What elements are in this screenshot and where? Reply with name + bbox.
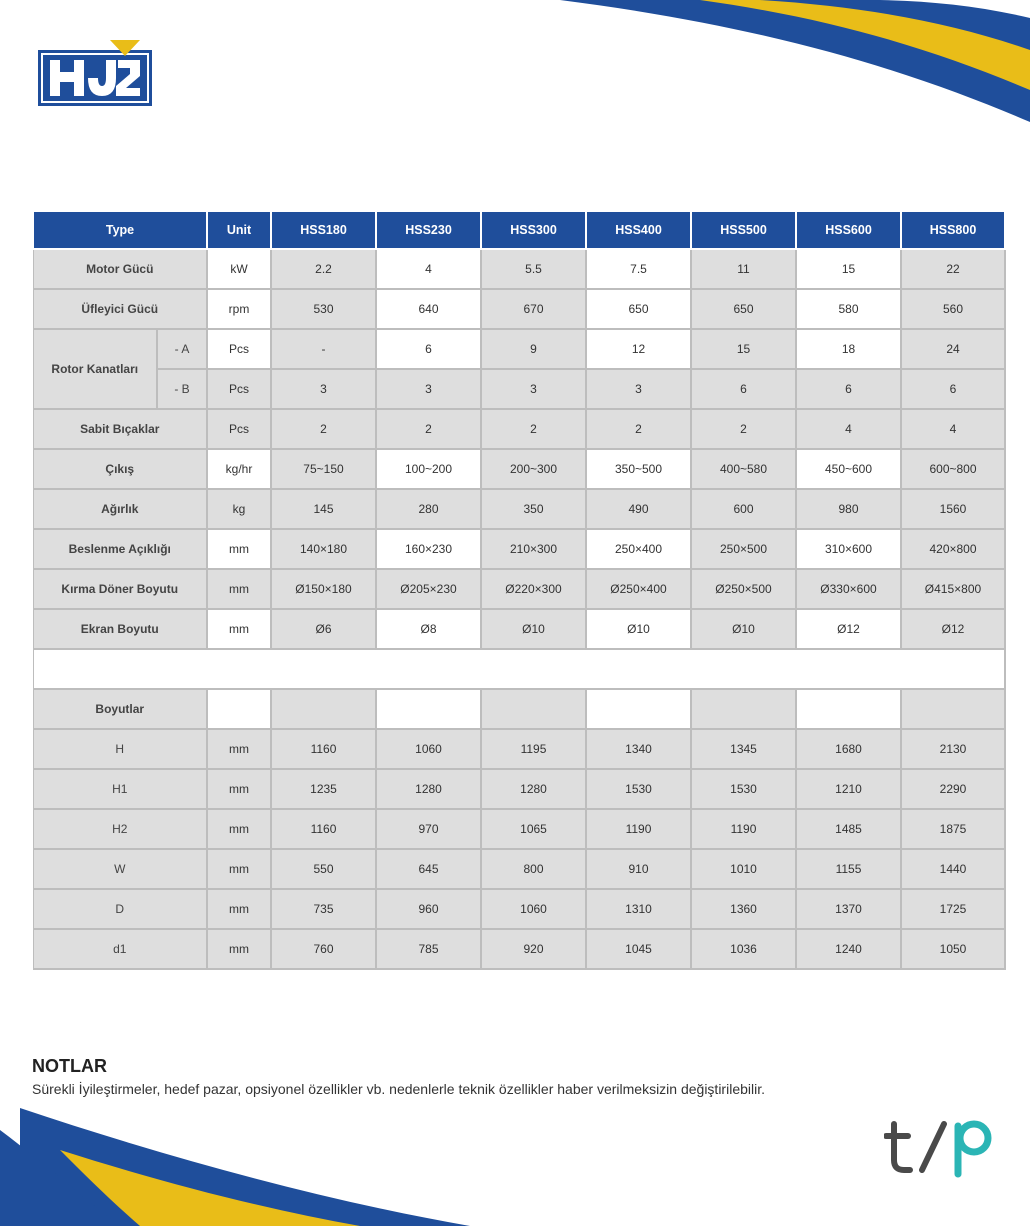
cell-value: 1875 [901,809,1005,849]
cell-value: 1485 [796,809,901,849]
cell-value: 200~300 [481,449,586,489]
row-label-screen-size: Ekran Boyutu [33,609,207,649]
cell-value: 4 [376,249,481,289]
cell-value: 600 [691,489,796,529]
cell-value: Ø250×500 [691,569,796,609]
row-label-dim: H2 [33,809,207,849]
row-label-fixed-blades: Sabit Bıçaklar [33,409,207,449]
cell-value: 550 [271,849,376,889]
row-label-dim: d1 [33,929,207,969]
cell-value: 560 [901,289,1005,329]
cell-unit: kg [207,489,271,529]
header-row [33,211,1005,249]
table-row [33,249,1005,289]
cell-value: 4 [901,409,1005,449]
cell-value: 11 [691,249,796,289]
cell-unit: mm [207,889,271,929]
cell-value: Ø12 [901,609,1005,649]
table-row [33,809,1005,849]
cell-unit: mm [207,729,271,769]
row-label-rotor-size: Kırma Döner Boyutu [33,569,207,609]
cell-value: Ø10 [481,609,586,649]
cell-value: 600~800 [901,449,1005,489]
cell-value: 640 [376,289,481,329]
cell-unit: mm [207,849,271,889]
row-sublabel-rotor-b: - B [157,369,207,409]
cell-value: 4 [796,409,901,449]
cell-value [691,689,796,729]
cell-unit: kW [207,249,271,289]
cell-value: 1310 [586,889,691,929]
cell-unit: mm [207,929,271,969]
cell-value: 1036 [691,929,796,969]
cell-value: 15 [691,329,796,369]
cell-value: 1280 [481,769,586,809]
table-row [33,729,1005,769]
cell-value: 1045 [586,929,691,969]
row-sublabel-rotor-a: - A [157,329,207,369]
table-row [33,409,1005,449]
cell-unit [207,689,271,729]
cell-value: 785 [376,929,481,969]
cell-value: 1725 [901,889,1005,929]
row-label-weight: Ağırlık [33,489,207,529]
cell-unit: mm [207,769,271,809]
row-label-feed-opening: Beslenme Açıklığı [33,529,207,569]
cell-value: 450~600 [796,449,901,489]
table-row [33,929,1005,969]
table-row [33,889,1005,929]
row-label-dim: H [33,729,207,769]
cell-value: 735 [271,889,376,929]
cell-value: Ø10 [691,609,796,649]
cell-value: 6 [901,369,1005,409]
cell-value: 280 [376,489,481,529]
cell-value: 1560 [901,489,1005,529]
cell-value: 1340 [586,729,691,769]
header-model: HSS300 [481,211,586,249]
cell-value: 1065 [481,809,586,849]
cell-value [376,689,481,729]
cell-value: 2290 [901,769,1005,809]
cell-unit: mm [207,809,271,849]
cell-value: 970 [376,809,481,849]
cell-value: 1010 [691,849,796,889]
cell-unit: mm [207,569,271,609]
cell-value: 1195 [481,729,586,769]
row-label-motor: Motor Gücü [33,249,207,289]
table-row [33,289,1005,329]
row-label-dim: H1 [33,769,207,809]
cell-unit: mm [207,529,271,569]
cell-value: 9 [481,329,586,369]
row-label-dimensions: Boyutlar [33,689,207,729]
header-model: HSS400 [586,211,691,249]
cell-value: Ø150×180 [271,569,376,609]
header-type: Type [33,211,207,249]
cell-value [271,689,376,729]
cell-value: 1240 [796,929,901,969]
cell-value: 1530 [691,769,796,809]
cell-value: 645 [376,849,481,889]
cell-value: 910 [586,849,691,889]
cell-value: 2 [376,409,481,449]
cell-unit: Pcs [207,409,271,449]
cell-value: 760 [271,929,376,969]
cell-value: 400~580 [691,449,796,489]
cell-value: 1370 [796,889,901,929]
cell-unit: Pcs [207,329,271,369]
row-label-rotor: Rotor Kanatları [33,329,157,409]
cell-value: 3 [271,369,376,409]
cell-value [901,689,1005,729]
cell-value: 3 [376,369,481,409]
cell-value: 6 [796,369,901,409]
cell-value: Ø10 [586,609,691,649]
cell-value: 2 [586,409,691,449]
cell-value: 1360 [691,889,796,929]
cell-value: 100~200 [376,449,481,489]
cell-value: Ø220×300 [481,569,586,609]
cell-value: 350 [481,489,586,529]
cell-value: 140×180 [271,529,376,569]
cell-value: 650 [586,289,691,329]
cell-value: Ø250×400 [586,569,691,609]
cell-unit: mm [207,609,271,649]
cell-value: 1050 [901,929,1005,969]
cell-value: 960 [376,889,481,929]
notes-text: Sürekli İyileştirmeler, hedef pazar, opsiyonel özellikler vb. nedenlerle teknik özellikler haber verilmeksizin değiştirilebilir. [32,1081,765,1097]
cell-value: 1440 [901,849,1005,889]
cell-value: 3 [586,369,691,409]
cell-value: 1060 [481,889,586,929]
table-row [33,609,1005,649]
cell-value: 420×800 [901,529,1005,569]
cell-value: 5.5 [481,249,586,289]
table-row [33,769,1005,809]
table-row [33,449,1005,489]
cell-value: 2130 [901,729,1005,769]
cell-value: Ø205×230 [376,569,481,609]
brand-logo [38,38,152,106]
table-spacer-row [33,649,1005,689]
header-model: HSS800 [901,211,1005,249]
cell-value: Ø12 [796,609,901,649]
row-label-dim: D [33,889,207,929]
cell-value: 650 [691,289,796,329]
cell-value [586,689,691,729]
notes-section [32,1056,992,1097]
cell-value: 580 [796,289,901,329]
cell-value: 350~500 [586,449,691,489]
cell-value: 24 [901,329,1005,369]
header-unit: Unit [207,211,271,249]
cell-unit: Pcs [207,369,271,409]
table-row [33,489,1005,529]
table-row [33,689,1005,729]
top-decorative-swoosh [0,0,1030,130]
cell-value: 210×300 [481,529,586,569]
header-model: HSS180 [271,211,376,249]
cell-value: Ø8 [376,609,481,649]
cell-value: 75~150 [271,449,376,489]
cell-value: 1210 [796,769,901,809]
cell-value: 3 [481,369,586,409]
bottom-decorative-swoosh [0,1100,1030,1226]
header-model: HSS230 [376,211,481,249]
cell-value: 2 [691,409,796,449]
table-row [33,369,1005,409]
cell-value [796,689,901,729]
cell-value: 1190 [691,809,796,849]
cell-value: 6 [376,329,481,369]
cell-value: 800 [481,849,586,889]
cell-value: 670 [481,289,586,329]
cell-value: 310×600 [796,529,901,569]
table-row [33,329,1005,369]
cell-value: 920 [481,929,586,969]
cell-value: 1190 [586,809,691,849]
cell-value: 250×500 [691,529,796,569]
cell-value: 2 [271,409,376,449]
row-label-blower: Üfleyici Gücü [33,289,207,329]
cell-value: 2.2 [271,249,376,289]
cell-value: 22 [901,249,1005,289]
cell-value: 1155 [796,849,901,889]
header-model: HSS500 [691,211,796,249]
spacer-cell [33,649,1005,689]
cell-value: Ø415×800 [901,569,1005,609]
cell-value: 1160 [271,809,376,849]
cell-unit: kg/hr [207,449,271,489]
cell-value: 980 [796,489,901,529]
cell-value: Ø330×600 [796,569,901,609]
cell-value: 1680 [796,729,901,769]
cell-value: 1530 [586,769,691,809]
cell-value: 1345 [691,729,796,769]
cell-value: 2 [481,409,586,449]
cell-value: 1235 [271,769,376,809]
spec-table [32,210,1006,970]
cell-value: 1160 [271,729,376,769]
notes-title: NOTLAR [32,1056,107,1076]
cell-value: 490 [586,489,691,529]
cell-value: 250×400 [586,529,691,569]
cell-value: 145 [271,489,376,529]
cell-value: 12 [586,329,691,369]
cell-value: 160×230 [376,529,481,569]
partner-logo [884,1118,998,1180]
cell-value [481,689,586,729]
cell-value: 530 [271,289,376,329]
table-row [33,849,1005,889]
cell-value: 7.5 [586,249,691,289]
table-row [33,569,1005,609]
cell-value: 15 [796,249,901,289]
row-label-output: Çıkış [33,449,207,489]
cell-unit: rpm [207,289,271,329]
cell-value: 1060 [376,729,481,769]
cell-value: 18 [796,329,901,369]
cell-value: Ø6 [271,609,376,649]
cell-value: 1280 [376,769,481,809]
cell-value: - [271,329,376,369]
cell-value: 6 [691,369,796,409]
header-model: HSS600 [796,211,901,249]
row-label-dim: W [33,849,207,889]
table-row [33,529,1005,569]
